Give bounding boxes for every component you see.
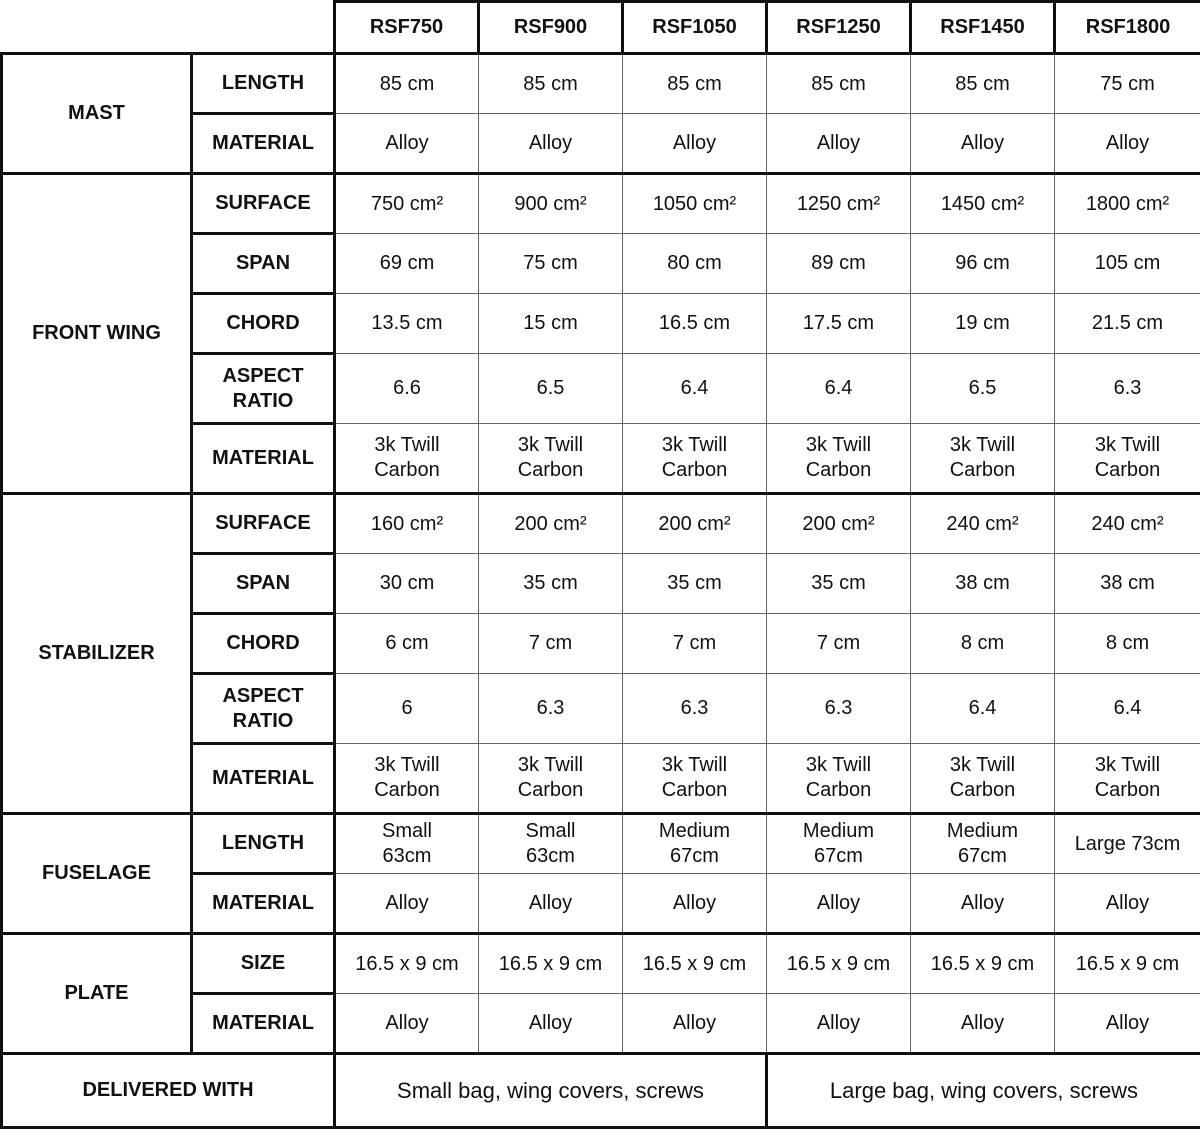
spec-value: 240 cm² (911, 494, 1055, 554)
delivered-row (2, 1054, 1200, 1128)
spec-value: Small 63cm (335, 814, 479, 874)
spec-value: Alloy (335, 994, 479, 1054)
model-header: RSF750 (335, 2, 479, 54)
spec-value: 3k Twill Carbon (911, 424, 1055, 494)
spec-value: 16.5 x 9 cm (767, 934, 911, 994)
spec-value: 85 cm (623, 54, 767, 114)
spec-value: 85 cm (479, 54, 623, 114)
spec-value: Alloy (623, 874, 767, 934)
spec-value: Alloy (623, 114, 767, 174)
spec-value: 38 cm (911, 554, 1055, 614)
spec-value: 19 cm (911, 294, 1055, 354)
spec-value: 16.5 x 9 cm (1055, 934, 1200, 994)
spec-value: 6.3 (1055, 354, 1200, 424)
spec-value: Alloy (479, 114, 623, 174)
spec-row (2, 934, 1200, 994)
spec-value: 6 cm (335, 614, 479, 674)
spec-value: Alloy (767, 994, 911, 1054)
spec-value: 6.3 (767, 674, 911, 744)
spec-value: 3k Twill Carbon (767, 744, 911, 814)
spec-value: 3k Twill Carbon (1055, 744, 1200, 814)
spec-value: 160 cm² (335, 494, 479, 554)
spec-value: Alloy (767, 874, 911, 934)
spec-value: 1800 cm² (1055, 174, 1200, 234)
spec-value: 80 cm (623, 234, 767, 294)
spec-value: Small 63cm (479, 814, 623, 874)
spec-value: 69 cm (335, 234, 479, 294)
attribute-label: ASPECT RATIO (192, 354, 335, 424)
group-label: STABILIZER (2, 494, 192, 814)
spec-row (2, 494, 1200, 554)
spec-value: 6 (335, 674, 479, 744)
attribute-label: MATERIAL (192, 114, 335, 174)
spec-value: 6.5 (479, 354, 623, 424)
spec-value: 3k Twill Carbon (767, 424, 911, 494)
spec-value: 200 cm² (623, 494, 767, 554)
spec-value: Alloy (623, 994, 767, 1054)
spec-value: 35 cm (767, 554, 911, 614)
spec-value: 3k Twill Carbon (1055, 424, 1200, 494)
spec-value: 900 cm² (479, 174, 623, 234)
spec-value: Alloy (1055, 874, 1200, 934)
spec-value: 35 cm (623, 554, 767, 614)
spec-value: 105 cm (1055, 234, 1200, 294)
group-label: FUSELAGE (2, 814, 192, 934)
spec-row (2, 54, 1200, 114)
spec-value: Medium 67cm (911, 814, 1055, 874)
spec-value: 85 cm (767, 54, 911, 114)
delivered-large: Large bag, wing covers, screws (767, 1054, 1200, 1128)
spec-value: 3k Twill Carbon (335, 744, 479, 814)
header-row (2, 2, 1200, 54)
attribute-label: LENGTH (192, 54, 335, 114)
spec-value: Alloy (1055, 114, 1200, 174)
spec-value: 6.6 (335, 354, 479, 424)
spec-value: 75 cm (479, 234, 623, 294)
spec-value: 13.5 cm (335, 294, 479, 354)
spec-value: Alloy (911, 114, 1055, 174)
spec-value: 750 cm² (335, 174, 479, 234)
model-header: RSF1250 (767, 2, 911, 54)
group-label: MAST (2, 54, 192, 174)
group-label: FRONT WING (2, 174, 192, 494)
spec-value: 6.4 (623, 354, 767, 424)
spec-value: 3k Twill Carbon (479, 744, 623, 814)
spec-value: 16.5 x 9 cm (911, 934, 1055, 994)
spec-value: 3k Twill Carbon (479, 424, 623, 494)
delivered-label: DELIVERED WITH (2, 1054, 335, 1128)
spec-value: 200 cm² (767, 494, 911, 554)
model-header: RSF1800 (1055, 2, 1200, 54)
spec-value: 8 cm (911, 614, 1055, 674)
spec-value: 15 cm (479, 294, 623, 354)
delivered-small: Small bag, wing covers, screws (335, 1054, 767, 1128)
spec-value: 3k Twill Carbon (623, 744, 767, 814)
spec-value: Alloy (479, 874, 623, 934)
spec-row (2, 174, 1200, 234)
spec-value: Alloy (911, 874, 1055, 934)
spec-value: Medium 67cm (623, 814, 767, 874)
attribute-label: SURFACE (192, 174, 335, 234)
spec-value: 35 cm (479, 554, 623, 614)
spec-value: 3k Twill Carbon (623, 424, 767, 494)
spec-value: 7 cm (767, 614, 911, 674)
spec-value: 6.5 (911, 354, 1055, 424)
spec-value: Alloy (1055, 994, 1200, 1054)
group-label: PLATE (2, 934, 192, 1054)
spec-value: 7 cm (479, 614, 623, 674)
attribute-label: CHORD (192, 614, 335, 674)
attribute-label: MATERIAL (192, 744, 335, 814)
attribute-label: LENGTH (192, 814, 335, 874)
spec-value: Large 73cm (1055, 814, 1200, 874)
spec-value: Alloy (335, 874, 479, 934)
spec-value: 200 cm² (479, 494, 623, 554)
spec-value: 16.5 x 9 cm (623, 934, 767, 994)
spec-value: 7 cm (623, 614, 767, 674)
spec-value: 1450 cm² (911, 174, 1055, 234)
spec-value: Alloy (767, 114, 911, 174)
spec-value: 75 cm (1055, 54, 1200, 114)
spec-value: 85 cm (911, 54, 1055, 114)
attribute-label: SURFACE (192, 494, 335, 554)
attribute-label: MATERIAL (192, 994, 335, 1054)
model-header: RSF900 (479, 2, 623, 54)
spec-value: 8 cm (1055, 614, 1200, 674)
spec-value: 30 cm (335, 554, 479, 614)
attribute-label: MATERIAL (192, 874, 335, 934)
model-header: RSF1450 (911, 2, 1055, 54)
spec-value: Alloy (479, 994, 623, 1054)
spec-value: 85 cm (335, 54, 479, 114)
spec-value: 16.5 x 9 cm (479, 934, 623, 994)
attribute-label: ASPECT RATIO (192, 674, 335, 744)
spec-value: 240 cm² (1055, 494, 1200, 554)
spec-value: 1250 cm² (767, 174, 911, 234)
spec-value: 96 cm (911, 234, 1055, 294)
spec-value: 38 cm (1055, 554, 1200, 614)
attribute-label: SPAN (192, 234, 335, 294)
attribute-label: SPAN (192, 554, 335, 614)
header-blank (2, 2, 335, 54)
spec-value: 1050 cm² (623, 174, 767, 234)
spec-row (2, 814, 1200, 874)
attribute-label: CHORD (192, 294, 335, 354)
spec-value: 89 cm (767, 234, 911, 294)
spec-value: 6.4 (911, 674, 1055, 744)
attribute-label: SIZE (192, 934, 335, 994)
spec-value: Medium 67cm (767, 814, 911, 874)
spec-value: 6.3 (623, 674, 767, 744)
spec-body (2, 54, 1200, 1054)
spec-value: 16.5 x 9 cm (335, 934, 479, 994)
model-header: RSF1050 (623, 2, 767, 54)
spec-value: 16.5 cm (623, 294, 767, 354)
spec-value: 21.5 cm (1055, 294, 1200, 354)
attribute-label: MATERIAL (192, 424, 335, 494)
spec-value: 6.4 (1055, 674, 1200, 744)
spec-value: 3k Twill Carbon (335, 424, 479, 494)
spec-value: Alloy (335, 114, 479, 174)
spec-value: 17.5 cm (767, 294, 911, 354)
spec-value: 6.3 (479, 674, 623, 744)
spec-value: 6.4 (767, 354, 911, 424)
spec-value: 3k Twill Carbon (911, 744, 1055, 814)
spec-value: Alloy (911, 994, 1055, 1054)
